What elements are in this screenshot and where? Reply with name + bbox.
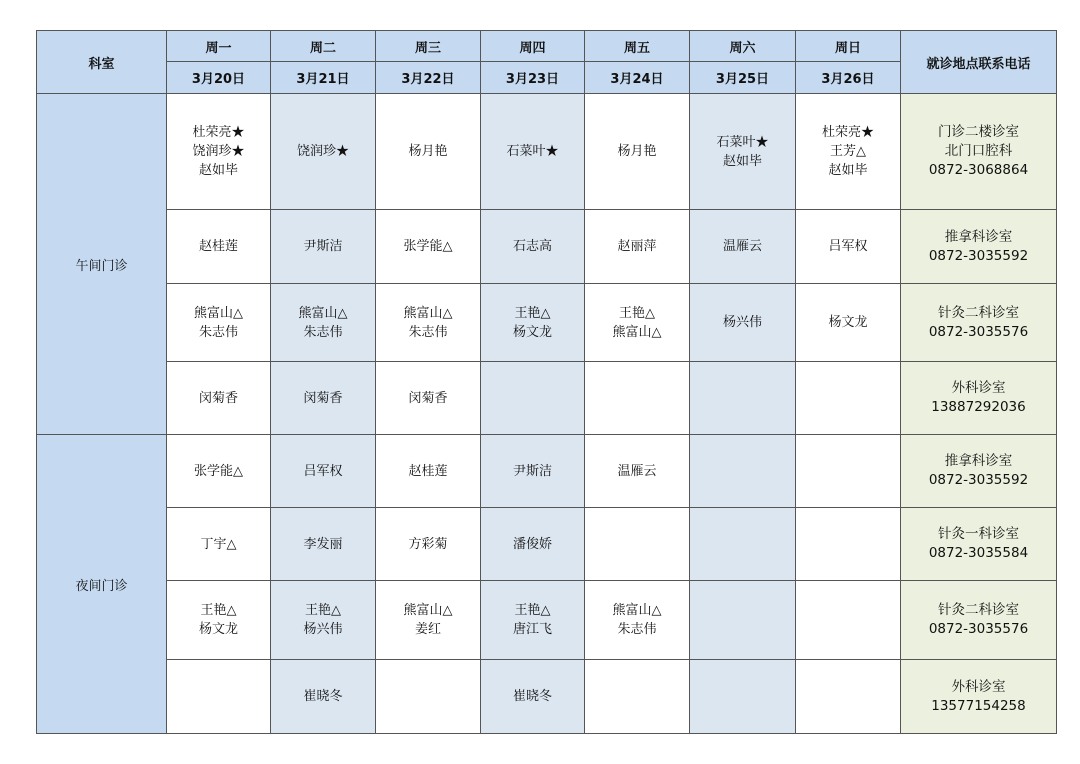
doctor-cell <box>585 508 690 581</box>
doctor-cell: 潘俊娇 <box>481 508 585 581</box>
location-contact-cell: 针灸一科诊室 0872-3035584 <box>901 508 1057 581</box>
date-header: 3月20日 <box>167 62 271 94</box>
doctor-cell: 石菜叶★ <box>481 94 585 210</box>
date-header: 3月26日 <box>796 62 901 94</box>
doctor-cell: 熊富山△ 朱志伟 <box>376 284 481 362</box>
doctor-cell <box>690 362 796 435</box>
location-contact-cell: 外科诊室 13887292036 <box>901 362 1057 435</box>
doctor-cell: 温雁云 <box>585 435 690 508</box>
doctor-cell <box>796 362 901 435</box>
doctor-cell: 温雁云 <box>690 210 796 284</box>
doctor-cell <box>690 435 796 508</box>
doctor-cell: 赵桂莲 <box>167 210 271 284</box>
weekday-header: 周日 <box>796 31 901 62</box>
doctor-cell <box>376 660 481 734</box>
clinic-schedule-table <box>36 30 1057 734</box>
location-contact-cell: 推拿科诊室 0872-3035592 <box>901 210 1057 284</box>
doctor-cell: 张学能△ <box>376 210 481 284</box>
doctor-cell: 吕军权 <box>796 210 901 284</box>
schedule-row <box>37 284 1057 362</box>
doctor-cell: 杨文龙 <box>796 284 901 362</box>
clinic-period-label: 午间门诊 <box>37 94 167 435</box>
clinic-period-label: 夜间门诊 <box>37 435 167 734</box>
doctor-cell: 赵桂莲 <box>376 435 481 508</box>
doctor-cell: 李发丽 <box>271 508 376 581</box>
doctor-cell: 杜荣亮★ 饶润珍★ 赵如毕 <box>167 94 271 210</box>
doctor-cell: 杜荣亮★ 王芳△ 赵如毕 <box>796 94 901 210</box>
doctor-cell: 尹斯洁 <box>481 435 585 508</box>
weekday-header: 周二 <box>271 31 376 62</box>
schedule-row <box>37 581 1057 660</box>
doctor-cell <box>167 660 271 734</box>
doctor-cell: 赵丽萍 <box>585 210 690 284</box>
doctor-cell: 闵菊香 <box>271 362 376 435</box>
weekday-header: 周三 <box>376 31 481 62</box>
date-header: 3月21日 <box>271 62 376 94</box>
doctor-cell <box>796 581 901 660</box>
doctor-cell: 丁宇△ <box>167 508 271 581</box>
location-contact-cell: 门诊二楼诊室 北门口腔科 0872-3068864 <box>901 94 1057 210</box>
location-header: 就诊地点联系电话 <box>901 31 1057 94</box>
doctor-cell: 杨月艳 <box>376 94 481 210</box>
doctor-cell <box>690 660 796 734</box>
schedule-row <box>37 435 1057 508</box>
doctor-cell: 王艳△ 杨文龙 <box>481 284 585 362</box>
weekday-header: 周六 <box>690 31 796 62</box>
schedule-row <box>37 660 1057 734</box>
doctor-cell: 熊富山△ 朱志伟 <box>271 284 376 362</box>
doctor-cell <box>481 362 585 435</box>
doctor-cell: 崔晓冬 <box>481 660 585 734</box>
date-header: 3月22日 <box>376 62 481 94</box>
location-contact-cell: 推拿科诊室 0872-3035592 <box>901 435 1057 508</box>
doctor-cell: 闵菊香 <box>167 362 271 435</box>
schedule-row <box>37 362 1057 435</box>
weekday-header: 周一 <box>167 31 271 62</box>
table-body <box>37 94 1057 734</box>
doctor-cell: 吕军权 <box>271 435 376 508</box>
weekday-header: 周五 <box>585 31 690 62</box>
doctor-cell: 杨兴伟 <box>690 284 796 362</box>
doctor-cell: 王艳△ 熊富山△ <box>585 284 690 362</box>
date-header: 3月24日 <box>585 62 690 94</box>
doctor-cell <box>796 435 901 508</box>
doctor-cell: 王艳△ 唐江飞 <box>481 581 585 660</box>
location-contact-cell: 针灸二科诊室 0872-3035576 <box>901 581 1057 660</box>
doctor-cell <box>585 660 690 734</box>
doctor-cell <box>796 660 901 734</box>
doctor-cell: 饶润珍★ <box>271 94 376 210</box>
schedule-row <box>37 94 1057 210</box>
doctor-cell <box>690 581 796 660</box>
doctor-cell <box>796 508 901 581</box>
doctor-cell: 张学能△ <box>167 435 271 508</box>
doctor-cell <box>585 362 690 435</box>
doctor-cell: 王艳△ 杨兴伟 <box>271 581 376 660</box>
doctor-cell: 尹斯洁 <box>271 210 376 284</box>
doctor-cell: 杨月艳 <box>585 94 690 210</box>
doctor-cell: 石志高 <box>481 210 585 284</box>
doctor-cell: 方彩菊 <box>376 508 481 581</box>
location-contact-cell: 外科诊室 13577154258 <box>901 660 1057 734</box>
doctor-cell: 王艳△ 杨文龙 <box>167 581 271 660</box>
schedule-row <box>37 210 1057 284</box>
doctor-cell: 石菜叶★ 赵如毕 <box>690 94 796 210</box>
date-header: 3月25日 <box>690 62 796 94</box>
doctor-cell: 闵菊香 <box>376 362 481 435</box>
doctor-cell: 熊富山△ 姜红 <box>376 581 481 660</box>
dept-header: 科室 <box>37 31 167 94</box>
location-contact-cell: 针灸二科诊室 0872-3035576 <box>901 284 1057 362</box>
weekday-header: 周四 <box>481 31 585 62</box>
doctor-cell <box>690 508 796 581</box>
doctor-cell: 熊富山△ 朱志伟 <box>585 581 690 660</box>
table-header <box>37 31 1057 94</box>
schedule-row <box>37 508 1057 581</box>
doctor-cell: 熊富山△ 朱志伟 <box>167 284 271 362</box>
doctor-cell: 崔晓冬 <box>271 660 376 734</box>
date-header: 3月23日 <box>481 62 585 94</box>
